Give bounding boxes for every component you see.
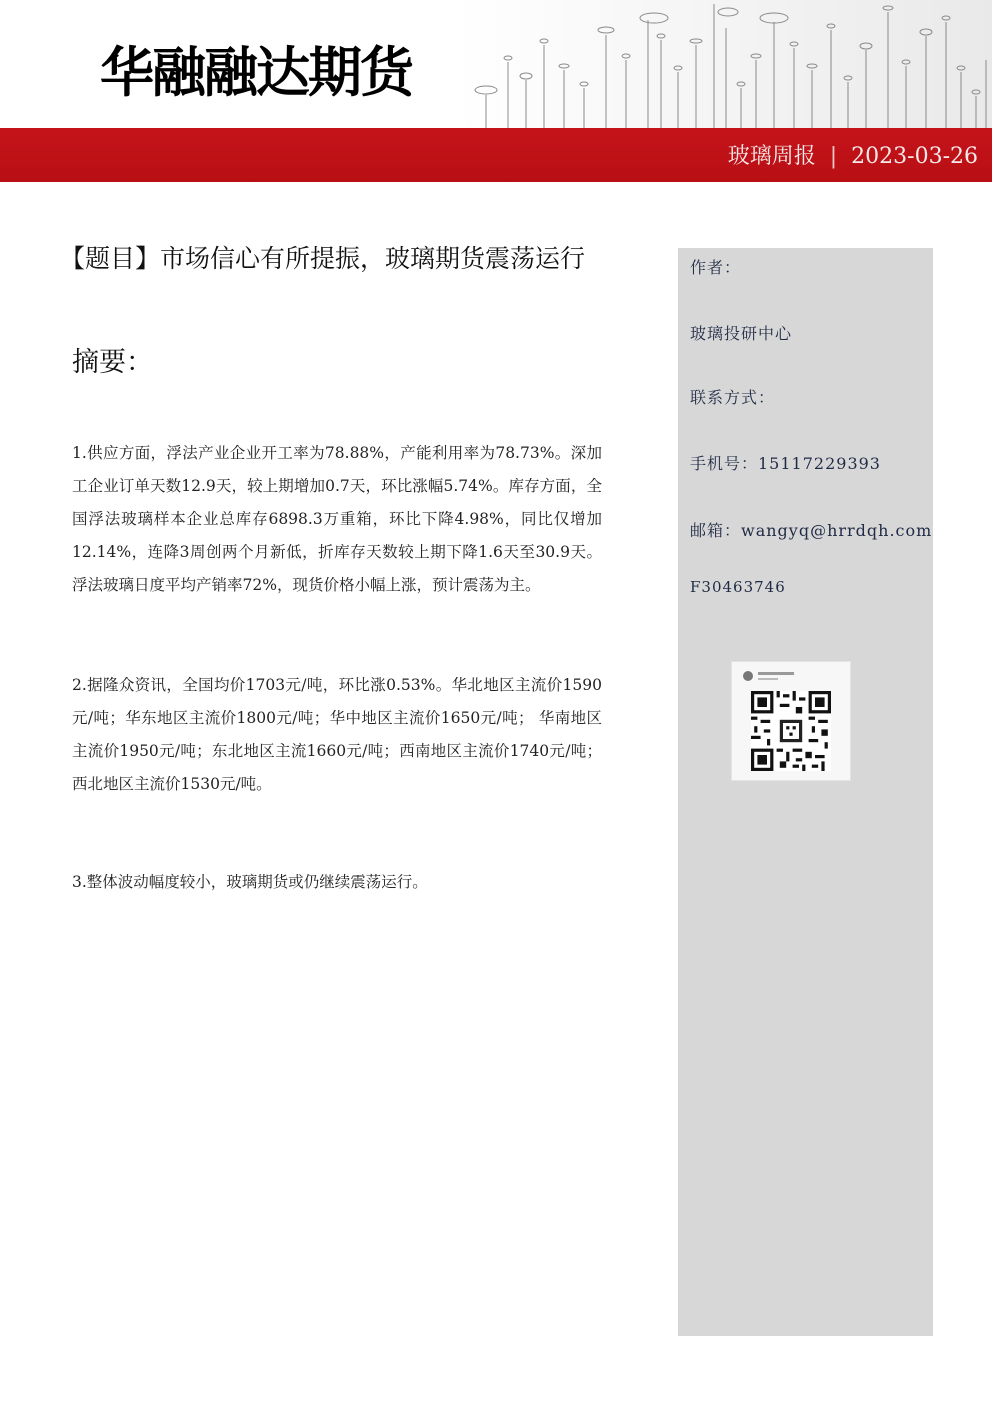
company-logo: 华融融达期货: [100, 40, 412, 104]
author-sidebar: [678, 248, 933, 1336]
author-label: 作者：: [690, 258, 742, 277]
report-header: [0, 0, 992, 182]
phone-number: 手机号：15117229393: [690, 454, 881, 473]
abstract-paragraph-prices: 2.据隆众资讯，全国均价1703元/吨，环比涨0.53%。华北地区主流价1590元/吨；华东地区主流价1800元/吨；华中地区主流价1650元/吨； 华南地区主流价1950元/吨；东北地区主流1660元/吨；西南地区主流价1740元/吨；西北地区主流价1530元/吨。: [72, 676, 602, 793]
abstract-heading: 摘要：: [72, 347, 153, 378]
abstract-paragraph-outlook: 3.整体波动幅度较小，玻璃期货或仍继续震荡运行。: [72, 873, 428, 891]
decorative-lines-graphic: [456, 0, 992, 128]
abstract-paragraph-supply: 1.供应方面，浮法产业企业开工率为78.88%，产能利用率为78.73%。深加工企业订单天数12.9天，较上期增加0.7天，环比涨幅5.74%。库存方面，全国浮法玻璃样本企业总库存6898.3万重箱，环比下降4.98%，同比仅增加12.14%，连降3周创两个月新低，折库存天数较上期下降1.6天至30.9天。浮法玻璃日度平均产销率72%，现货价格小幅上涨，预计震荡为主。: [72, 444, 602, 594]
qr-header-strip: [740, 668, 840, 684]
author-name: 玻璃投研中心: [690, 324, 793, 343]
report-meta: [728, 139, 978, 170]
report-date: 2023-03-26: [851, 144, 978, 169]
report-type: 玻璃周报: [727, 144, 816, 169]
email-address: 邮箱：wangyq@hrrdqh.com: [690, 521, 933, 540]
qr-code-icon: [751, 691, 831, 771]
contact-label: 联系方式：: [690, 388, 776, 407]
license-number: F30463746: [690, 578, 786, 596]
header-separator: |: [829, 144, 838, 169]
header-band: [0, 128, 992, 182]
wechat-qr-card: [731, 661, 851, 781]
article-title: 【题目】市场信心有所提振，玻璃期货震荡运行: [60, 244, 586, 273]
